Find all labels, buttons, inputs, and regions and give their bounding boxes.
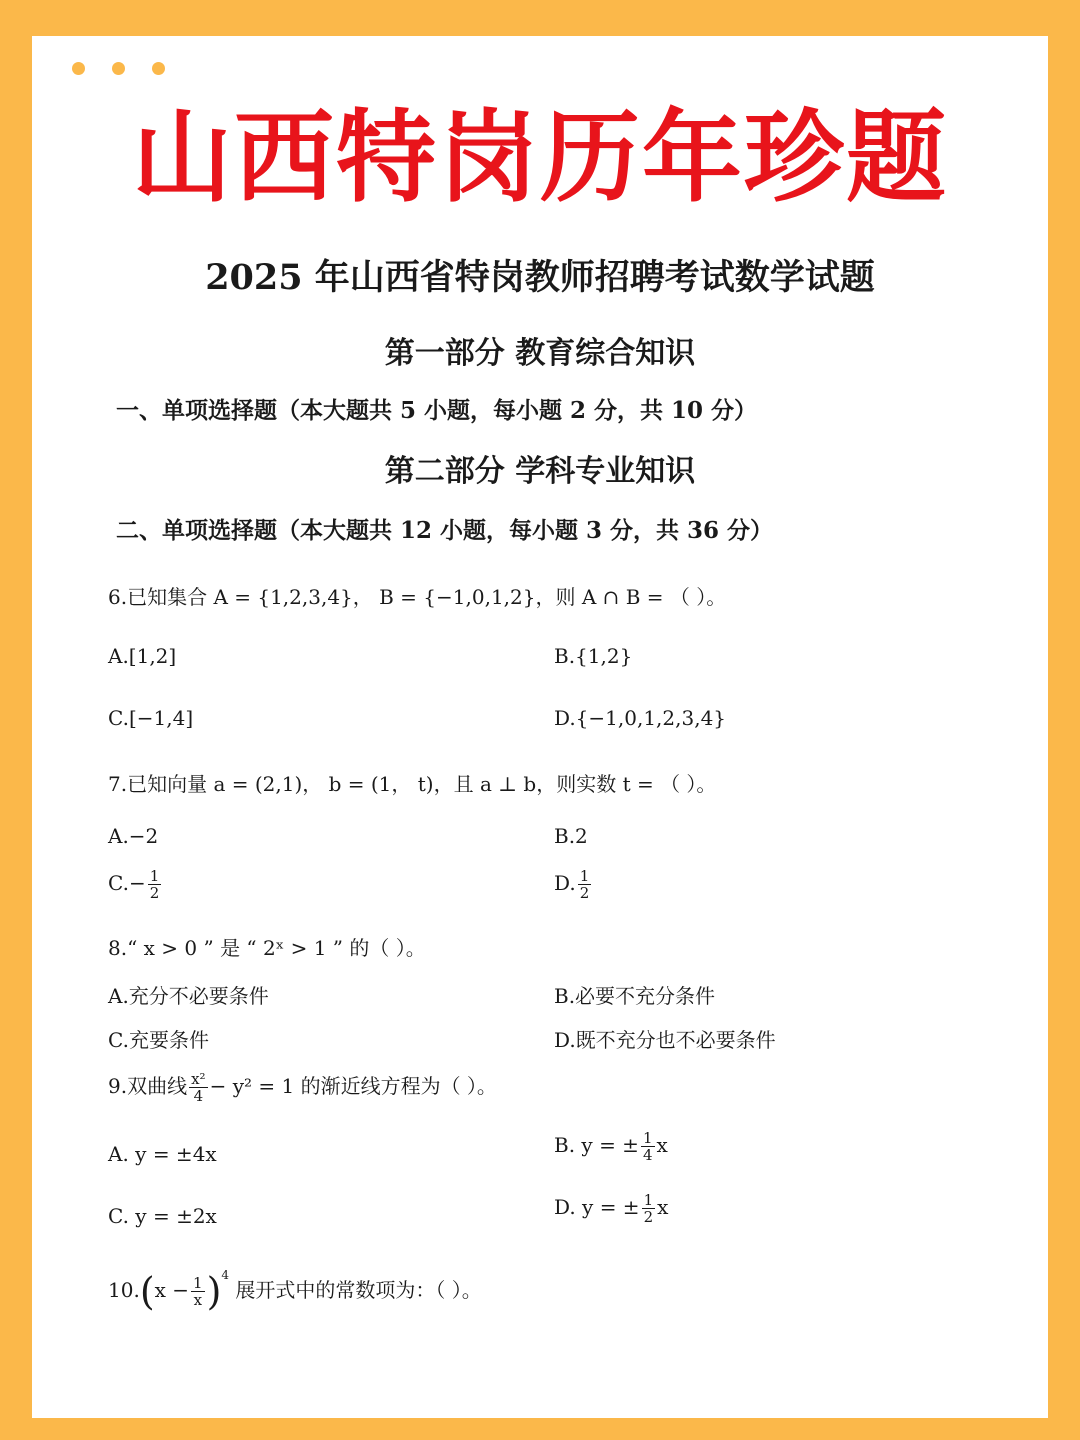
q10-close-paren: ) bbox=[206, 1269, 222, 1314]
q6-option-b: B.{1,2} bbox=[554, 644, 633, 668]
q8-option-a: A.充分不必要条件 bbox=[108, 984, 269, 1008]
q10-exponent: 4 bbox=[221, 1268, 230, 1282]
q9-option-b bbox=[554, 1130, 668, 1163]
q7-option-d bbox=[554, 868, 593, 901]
q9-option-c: C. y = ±2x bbox=[108, 1204, 217, 1228]
fraction-numerator: 1 bbox=[579, 867, 590, 885]
dot-icon bbox=[152, 62, 165, 75]
exam-title: 2025 年山西省特岗教师招聘考试数学试题 bbox=[205, 257, 875, 298]
question-6: 6.已知集合 A = {1,2,3,4}， B = {−1,0,1,2}，则 A ∩ B = （ ）。 bbox=[108, 585, 727, 609]
fraction bbox=[148, 868, 162, 901]
q10-term: x − bbox=[154, 1278, 190, 1302]
q10-stem-suffix: 展开式中的常数项为：（ ）。 bbox=[235, 1278, 482, 1302]
q10-open-paren: ( bbox=[139, 1269, 155, 1314]
fraction-numerator: 1 bbox=[193, 1274, 203, 1292]
q6-option-c: C.[−1,4] bbox=[108, 706, 194, 730]
fraction-numerator: x² bbox=[191, 1070, 206, 1088]
dot-icon bbox=[112, 62, 125, 75]
exam-card bbox=[32, 36, 1048, 1418]
q7-option-d-label: D. bbox=[554, 871, 576, 895]
q9-option-a: A. y = ±4x bbox=[108, 1142, 217, 1166]
q9-option-d-suffix: x bbox=[657, 1195, 669, 1219]
q7-option-c bbox=[108, 868, 163, 901]
q7-option-a: A.−2 bbox=[108, 824, 159, 848]
fraction bbox=[578, 868, 592, 901]
question-10 bbox=[108, 1268, 482, 1314]
dot-icon bbox=[72, 62, 85, 75]
part-two-heading: 第二部分 学科专业知识 bbox=[384, 454, 696, 489]
q6-option-a: A.[1,2] bbox=[108, 644, 177, 668]
q9-option-d-label: D. y = ± bbox=[554, 1195, 640, 1219]
q10-number: 10. bbox=[108, 1278, 140, 1302]
fraction bbox=[642, 1192, 656, 1225]
q7-option-c-label: C.− bbox=[108, 871, 146, 895]
q9-option-d bbox=[554, 1192, 668, 1225]
q9-stem-prefix: 9.双曲线 bbox=[108, 1074, 188, 1098]
fraction-numerator: 1 bbox=[642, 1129, 653, 1147]
fraction-denominator: x bbox=[193, 1291, 203, 1309]
question-8: 8.“ x > 0 ” 是 “ 2ˣ > 1 ” 的（ ）。 bbox=[108, 936, 426, 960]
question-7: 7.已知向量 a = (2,1)， b = (1， t)，且 a ⊥ b，则实数 t = （ ）。 bbox=[108, 772, 717, 796]
q9-stem-suffix: − y² = 1 的渐近线方程为（ ）。 bbox=[209, 1074, 497, 1098]
fraction bbox=[191, 1275, 205, 1308]
fraction bbox=[641, 1130, 655, 1163]
question-9 bbox=[108, 1070, 497, 1104]
section-two-heading: 二、单项选择题（本大题共 12 小题，每小题 3 分，共 36 分） bbox=[116, 517, 774, 544]
fraction-denominator: 2 bbox=[579, 884, 590, 902]
fraction bbox=[189, 1071, 207, 1104]
part-one-heading: 第一部分 教育综合知识 bbox=[384, 336, 696, 371]
q8-option-c: C.充要条件 bbox=[108, 1028, 209, 1052]
q6-option-d: D.{−1,0,1,2,3,4} bbox=[554, 706, 727, 730]
q9-option-b-suffix: x bbox=[656, 1133, 668, 1157]
headline: 山西特岗历年珍题 bbox=[132, 99, 948, 216]
fraction-denominator: 2 bbox=[643, 1208, 654, 1226]
fraction-numerator: 1 bbox=[643, 1191, 654, 1209]
fraction-denominator: 4 bbox=[642, 1146, 653, 1164]
fraction-denominator: 2 bbox=[149, 884, 160, 902]
q9-option-b-label: B. y = ± bbox=[554, 1133, 639, 1157]
q7-option-b: B.2 bbox=[554, 824, 588, 848]
fraction-numerator: 1 bbox=[149, 867, 160, 885]
q8-option-b: B.必要不充分条件 bbox=[554, 984, 716, 1008]
q8-option-d: D.既不充分也不必要条件 bbox=[554, 1028, 776, 1052]
section-one-heading: 一、单项选择题（本大题共 5 小题，每小题 2 分，共 10 分） bbox=[116, 397, 758, 424]
fraction-denominator: 4 bbox=[193, 1087, 204, 1105]
